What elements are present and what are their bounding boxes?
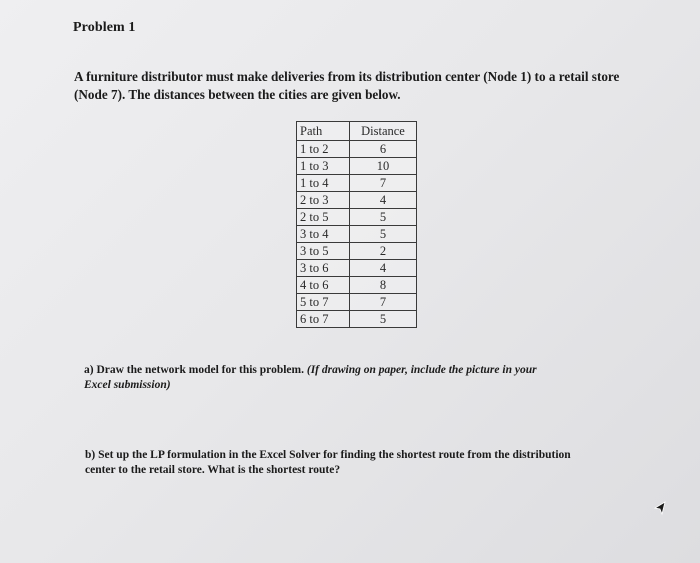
path-cell: 6 to 7 bbox=[297, 311, 350, 328]
path-cell: 1 to 2 bbox=[297, 141, 350, 158]
question-a bbox=[84, 363, 644, 393]
question-a-note: (If drawing on paper, include the picture in your bbox=[306, 364, 537, 376]
path-cell: 3 to 4 bbox=[297, 226, 350, 243]
table-row bbox=[297, 175, 417, 192]
problem-title: Problem 1 bbox=[73, 20, 136, 35]
distance-cell: 8 bbox=[350, 277, 417, 294]
table-row bbox=[297, 260, 417, 277]
mouse-pointer-icon bbox=[653, 500, 667, 516]
distance-cell: 5 bbox=[350, 226, 417, 243]
question-a-line-1 bbox=[84, 363, 644, 378]
table-row bbox=[297, 158, 417, 175]
header-distance: Distance bbox=[350, 122, 417, 141]
path-cell: 2 to 5 bbox=[297, 209, 350, 226]
distance-cell: 7 bbox=[350, 175, 417, 192]
table-header-row bbox=[297, 122, 417, 141]
distance-cell: 6 bbox=[350, 141, 417, 158]
distance-cell: 10 bbox=[350, 158, 417, 175]
question-a-text: a) Draw the network model for this problem. bbox=[84, 364, 307, 376]
distance-cell: 5 bbox=[350, 209, 417, 226]
path-cell: 3 to 6 bbox=[297, 260, 350, 277]
intro-line-1: A furniture distributor must make deliveries from its distribution center (Node 1) to a retail store bbox=[74, 69, 620, 84]
distance-cell: 5 bbox=[350, 311, 417, 328]
question-b bbox=[85, 448, 645, 478]
table-row bbox=[297, 294, 417, 311]
intro-line-2: (Node 7). The distances between the cities are given below. bbox=[74, 87, 401, 102]
distance-cell: 4 bbox=[350, 192, 417, 209]
distance-cell: 2 bbox=[350, 243, 417, 260]
question-b-line-1: b) Set up the LP formulation in the Excel Solver for finding the shortest route from the distribution bbox=[85, 449, 571, 461]
path-cell: 3 to 5 bbox=[297, 243, 350, 260]
path-cell: 5 to 7 bbox=[297, 294, 350, 311]
table-row bbox=[297, 209, 417, 226]
table-row bbox=[297, 311, 417, 328]
table-row bbox=[297, 141, 417, 158]
path-cell: 1 to 4 bbox=[297, 175, 350, 192]
table-row bbox=[297, 192, 417, 209]
distance-cell: 4 bbox=[350, 260, 417, 277]
question-a-note-cont: Excel submission) bbox=[84, 379, 171, 391]
question-a-line-2 bbox=[84, 378, 644, 393]
distance-table bbox=[296, 121, 417, 328]
path-cell: 2 to 3 bbox=[297, 192, 350, 209]
problem-intro bbox=[74, 68, 674, 104]
question-b-line-2: center to the retail store. What is the shortest route? bbox=[85, 464, 341, 476]
distance-cell: 7 bbox=[350, 294, 417, 311]
path-cell: 1 to 3 bbox=[297, 158, 350, 175]
table-row bbox=[297, 277, 417, 294]
table-row bbox=[297, 226, 417, 243]
table-row bbox=[297, 243, 417, 260]
header-path: Path bbox=[297, 122, 350, 141]
path-cell: 4 to 6 bbox=[297, 277, 350, 294]
